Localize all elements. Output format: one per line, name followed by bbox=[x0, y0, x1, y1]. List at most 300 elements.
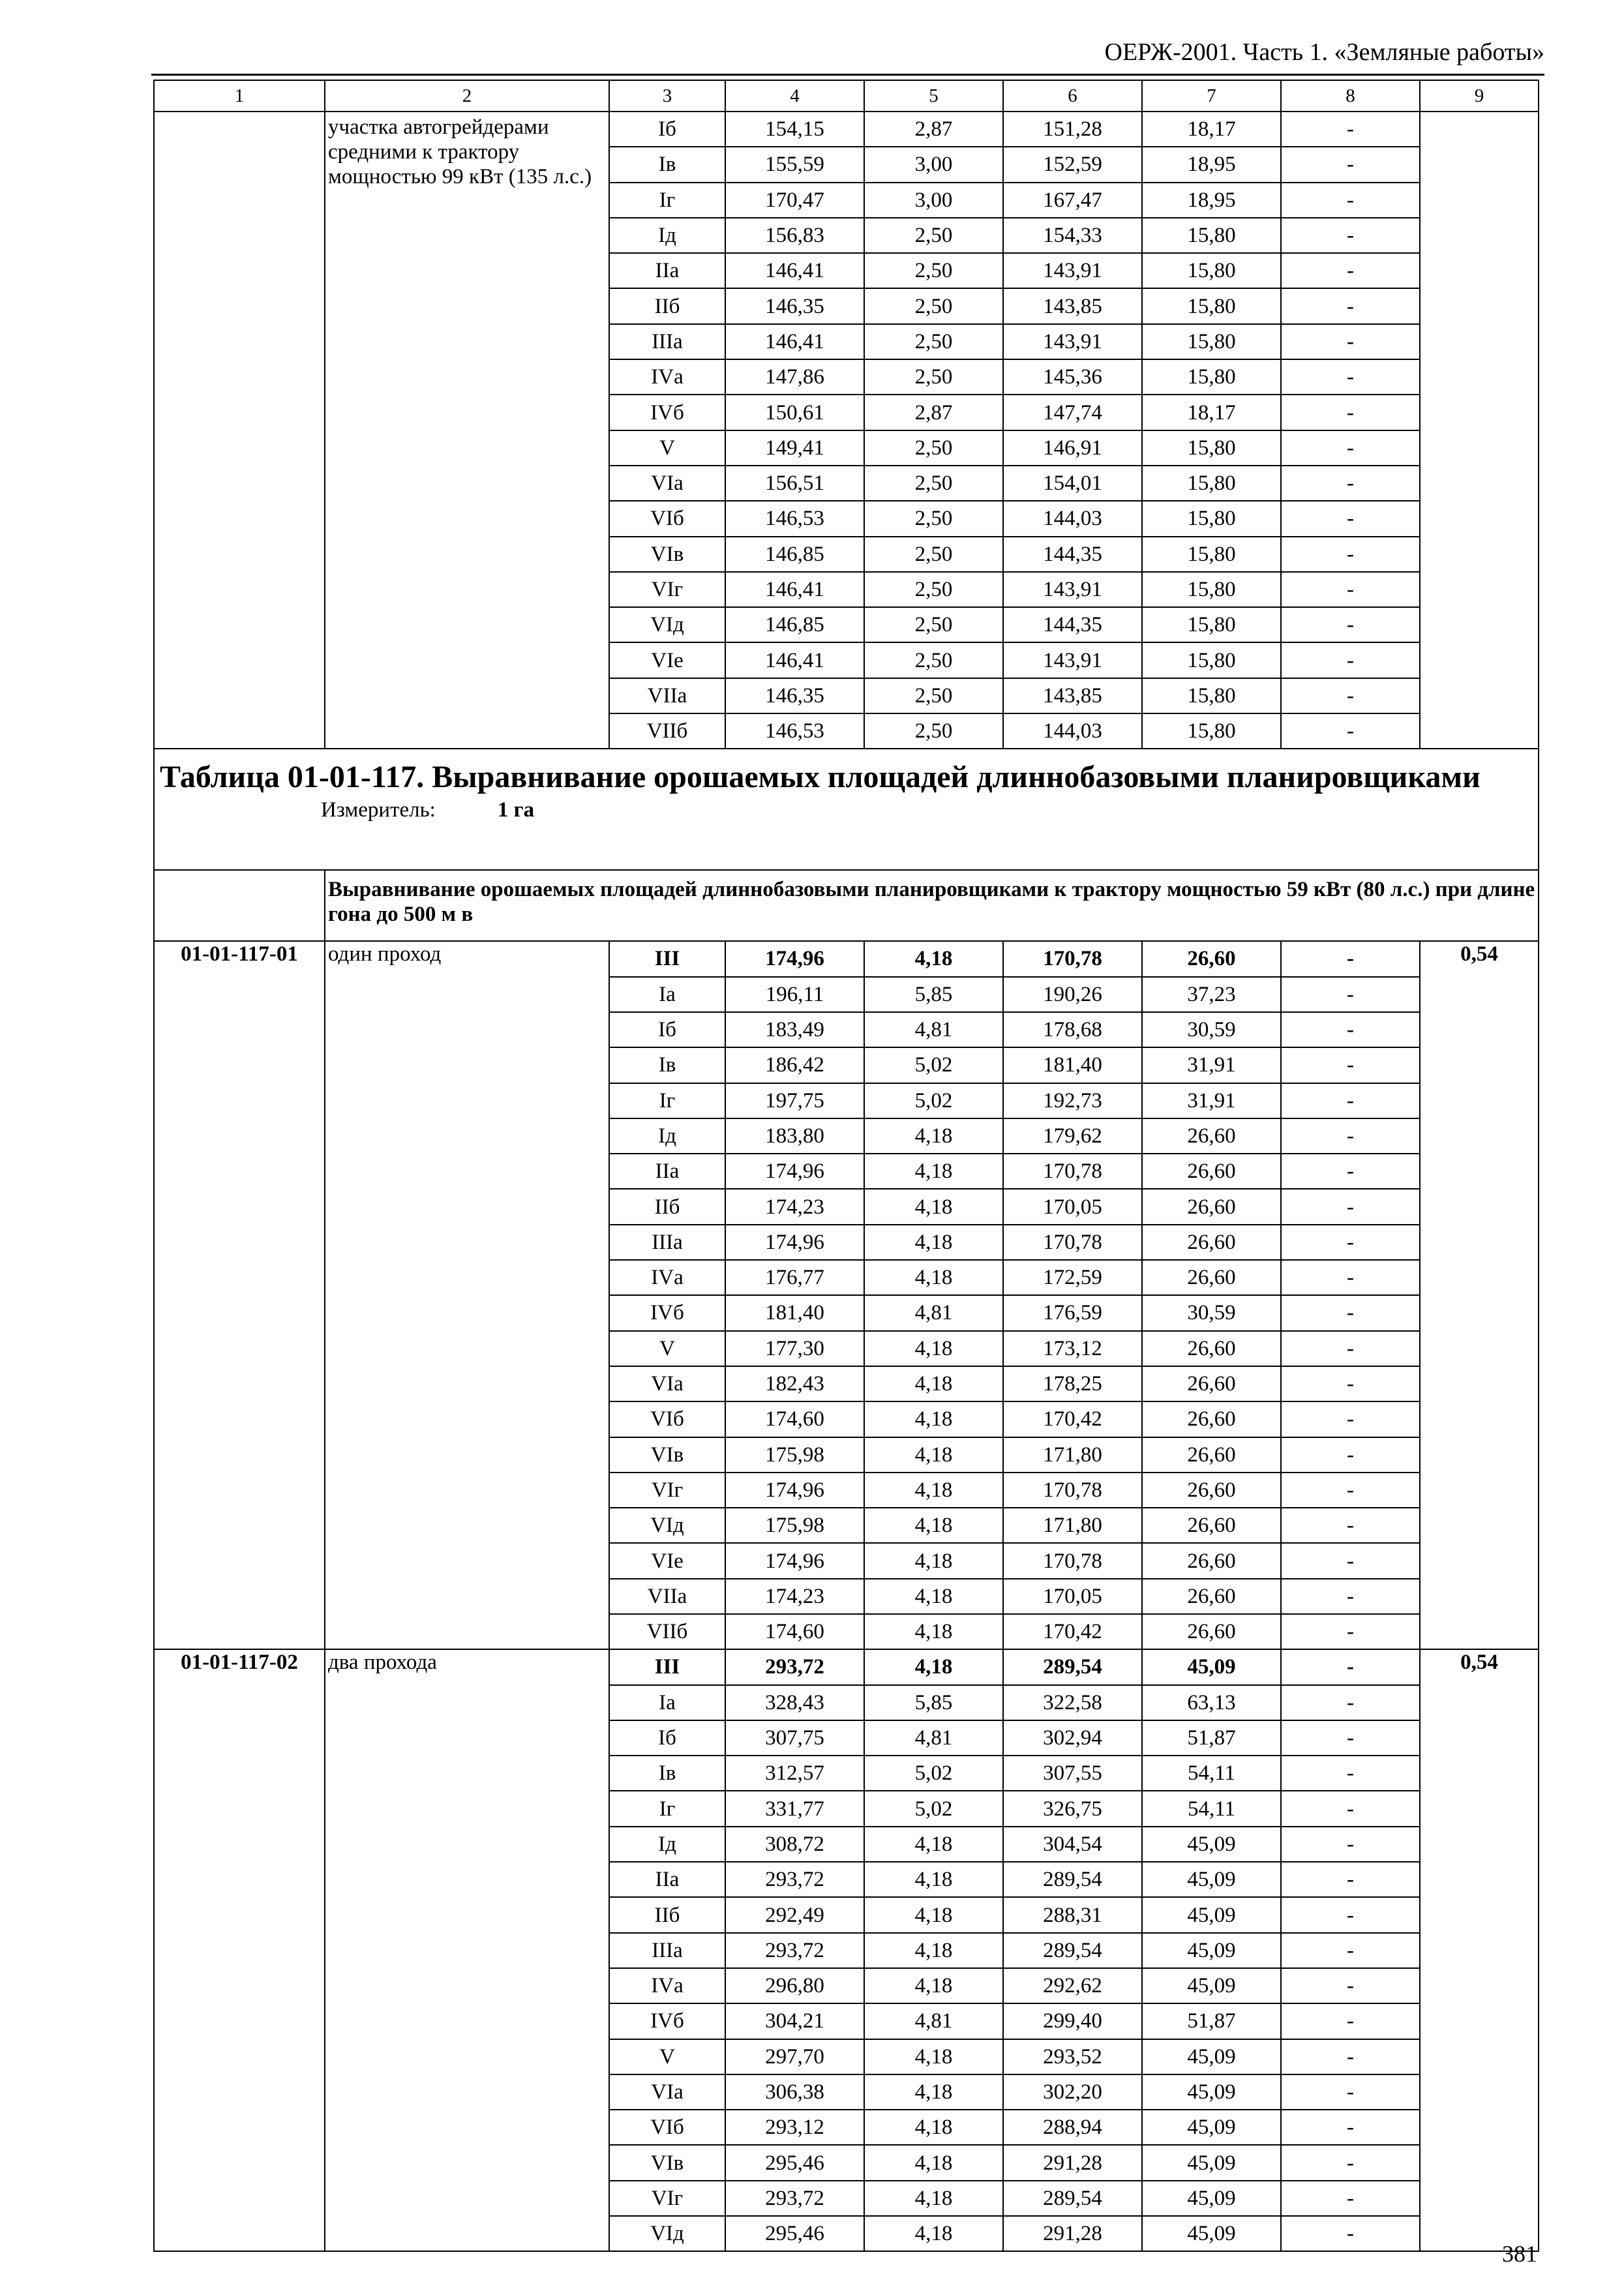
machine-cost-cell: 171,80 bbox=[1003, 1437, 1142, 1473]
machine-cost-cell: 307,55 bbox=[1003, 1756, 1142, 1791]
machinist-wage-incl-cell: 15,80 bbox=[1142, 324, 1281, 359]
machine-cost-cell: 293,52 bbox=[1003, 2039, 1142, 2074]
materials-cell: - bbox=[1281, 1366, 1420, 1401]
total-cost-cell: 174,96 bbox=[725, 941, 864, 976]
materials-cell: - bbox=[1281, 1225, 1420, 1260]
soil-group-cell: VIб bbox=[609, 1401, 725, 1437]
machinist-wage-cell: 2,50 bbox=[864, 713, 1003, 749]
machinist-wage-cell: 4,18 bbox=[864, 2145, 1003, 2180]
machinist-wage-incl-cell: 45,09 bbox=[1142, 1827, 1281, 1862]
machinist-wage-cell: 4,18 bbox=[864, 1260, 1003, 1295]
materials-cell: - bbox=[1281, 1720, 1420, 1756]
column-number: 5 bbox=[864, 80, 1003, 112]
total-cost-cell: 183,49 bbox=[725, 1012, 864, 1047]
soil-group-cell: III bbox=[609, 1649, 725, 1684]
machinist-wage-cell: 2,87 bbox=[864, 395, 1003, 430]
machinist-wage-cell: 4,81 bbox=[864, 1012, 1003, 1047]
total-cost-cell: 146,85 bbox=[725, 537, 864, 572]
machine-cost-cell: 144,35 bbox=[1003, 537, 1142, 572]
machinist-wage-incl-cell: 26,60 bbox=[1142, 1331, 1281, 1366]
soil-group-cell: IIа bbox=[609, 253, 725, 288]
table-body bbox=[154, 80, 1539, 2251]
total-cost-cell: 293,12 bbox=[725, 2110, 864, 2145]
materials-cell: - bbox=[1281, 1437, 1420, 1473]
materials-cell: - bbox=[1281, 2216, 1420, 2251]
machine-cost-cell: 289,54 bbox=[1003, 1862, 1142, 1897]
soil-group-cell: Iг bbox=[609, 1083, 725, 1118]
machinist-wage-incl-cell: 15,80 bbox=[1142, 713, 1281, 749]
total-cost-cell: 174,60 bbox=[725, 1614, 864, 1649]
soil-group-cell: VIа bbox=[609, 1366, 725, 1401]
column-number: 4 bbox=[725, 80, 864, 112]
materials-cell: - bbox=[1281, 112, 1420, 147]
machinist-wage-incl-cell: 26,60 bbox=[1142, 1118, 1281, 1154]
total-cost-cell: 146,35 bbox=[725, 288, 864, 323]
header-divider bbox=[151, 74, 1544, 76]
labor-cell: 0,54 bbox=[1420, 1649, 1539, 2251]
machine-cost-cell: 170,42 bbox=[1003, 1401, 1142, 1437]
materials-cell: - bbox=[1281, 147, 1420, 182]
machinist-wage-cell: 4,18 bbox=[864, 1968, 1003, 2003]
materials-cell: - bbox=[1281, 941, 1420, 976]
total-cost-cell: 293,72 bbox=[725, 1649, 864, 1684]
soil-group-cell: Iг bbox=[609, 183, 725, 218]
machinist-wage-cell: 2,50 bbox=[864, 537, 1003, 572]
machinist-wage-cell: 2,50 bbox=[864, 288, 1003, 323]
machinist-wage-cell: 4,18 bbox=[864, 1225, 1003, 1260]
machinist-wage-incl-cell: 26,60 bbox=[1142, 1473, 1281, 1508]
machinist-wage-cell: 2,50 bbox=[864, 607, 1003, 642]
page-header-title: ОЕРЖ-2001. Часть 1. «Земляные работы» bbox=[1104, 38, 1544, 66]
column-number: 2 bbox=[325, 80, 609, 112]
soil-group-cell: IIб bbox=[609, 288, 725, 323]
materials-cell: - bbox=[1281, 1083, 1420, 1118]
machinist-wage-incl-cell: 26,60 bbox=[1142, 1401, 1281, 1437]
soil-group-cell: Iд bbox=[609, 1118, 725, 1154]
materials-cell: - bbox=[1281, 572, 1420, 607]
soil-group-cell: III bbox=[609, 941, 725, 976]
machine-cost-cell: 170,05 bbox=[1003, 1579, 1142, 1614]
soil-group-cell: VIб bbox=[609, 2110, 725, 2145]
machinist-wage-incl-cell: 18,17 bbox=[1142, 395, 1281, 430]
soil-group-cell: VIд bbox=[609, 2216, 725, 2251]
materials-cell: - bbox=[1281, 1579, 1420, 1614]
labor-cell-empty bbox=[1420, 112, 1539, 749]
total-cost-cell: 170,47 bbox=[725, 183, 864, 218]
machine-cost-cell: 190,26 bbox=[1003, 977, 1142, 1012]
machinist-wage-incl-cell: 45,09 bbox=[1142, 2145, 1281, 2180]
materials-cell: - bbox=[1281, 253, 1420, 288]
machine-cost-cell: 292,62 bbox=[1003, 1968, 1142, 2003]
machinist-wage-cell: 4,18 bbox=[864, 941, 1003, 976]
machinist-wage-incl-cell: 51,87 bbox=[1142, 1720, 1281, 1756]
soil-group-cell: VIе bbox=[609, 1543, 725, 1578]
machinist-wage-incl-cell: 45,09 bbox=[1142, 1933, 1281, 1968]
machinist-wage-cell: 2,50 bbox=[864, 430, 1003, 466]
materials-cell: - bbox=[1281, 1897, 1420, 1932]
soil-group-cell: Iд bbox=[609, 1827, 725, 1862]
machinist-wage-cell: 3,00 bbox=[864, 147, 1003, 182]
machine-cost-cell: 146,91 bbox=[1003, 430, 1142, 466]
materials-cell: - bbox=[1281, 466, 1420, 501]
machinist-wage-incl-cell: 26,60 bbox=[1142, 1260, 1281, 1295]
materials-cell: - bbox=[1281, 1154, 1420, 1189]
machinist-wage-cell: 2,50 bbox=[864, 324, 1003, 359]
machinist-wage-incl-cell: 45,09 bbox=[1142, 2181, 1281, 2216]
machinist-wage-incl-cell: 54,11 bbox=[1142, 1756, 1281, 1791]
machinist-wage-incl-cell: 26,60 bbox=[1142, 1225, 1281, 1260]
materials-cell: - bbox=[1281, 501, 1420, 536]
machine-cost-cell: 154,33 bbox=[1003, 218, 1142, 253]
column-number: 3 bbox=[609, 80, 725, 112]
machinist-wage-incl-cell: 45,09 bbox=[1142, 1968, 1281, 2003]
machine-cost-cell: 167,47 bbox=[1003, 183, 1142, 218]
total-cost-cell: 293,72 bbox=[725, 1862, 864, 1897]
materials-cell: - bbox=[1281, 1118, 1420, 1154]
machinist-wage-incl-cell: 30,59 bbox=[1142, 1295, 1281, 1330]
machinist-wage-cell: 4,18 bbox=[864, 1862, 1003, 1897]
machinist-wage-cell: 4,18 bbox=[864, 1189, 1003, 1224]
materials-cell: - bbox=[1281, 713, 1420, 749]
machine-cost-cell: 291,28 bbox=[1003, 2145, 1142, 2180]
machinist-wage-cell: 4,81 bbox=[864, 2003, 1003, 2039]
materials-cell: - bbox=[1281, 1543, 1420, 1578]
soil-group-cell: Iв bbox=[609, 147, 725, 182]
column-number: 9 bbox=[1420, 80, 1539, 112]
soil-group-cell: Iб bbox=[609, 1720, 725, 1756]
materials-cell: - bbox=[1281, 430, 1420, 466]
machinist-wage-cell: 2,50 bbox=[864, 501, 1003, 536]
materials-cell: - bbox=[1281, 1862, 1420, 1897]
materials-cell: - bbox=[1281, 1295, 1420, 1330]
machine-cost-cell: 170,42 bbox=[1003, 1614, 1142, 1649]
total-cost-cell: 174,23 bbox=[725, 1579, 864, 1614]
measure-value: 1 га bbox=[497, 798, 535, 822]
soil-group-cell: VIд bbox=[609, 1508, 725, 1543]
machinist-wage-incl-cell: 51,87 bbox=[1142, 2003, 1281, 2039]
machine-cost-cell: 173,12 bbox=[1003, 1331, 1142, 1366]
machinist-wage-cell: 2,50 bbox=[864, 218, 1003, 253]
machine-cost-cell: 143,91 bbox=[1003, 253, 1142, 288]
total-cost-cell: 196,11 bbox=[725, 977, 864, 1012]
machinist-wage-incl-cell: 15,80 bbox=[1142, 359, 1281, 395]
materials-cell: - bbox=[1281, 2145, 1420, 2180]
machine-cost-cell: 302,20 bbox=[1003, 2074, 1142, 2110]
total-cost-cell: 175,98 bbox=[725, 1508, 864, 1543]
machinist-wage-incl-cell: 45,09 bbox=[1142, 2216, 1281, 2251]
machinist-wage-incl-cell: 31,91 bbox=[1142, 1083, 1281, 1118]
total-cost-cell: 154,15 bbox=[725, 112, 864, 147]
materials-cell: - bbox=[1281, 1614, 1420, 1649]
machinist-wage-cell: 4,18 bbox=[864, 2074, 1003, 2110]
measure-row bbox=[155, 796, 1538, 822]
table-title-cell bbox=[154, 749, 1539, 870]
machinist-wage-incl-cell: 18,17 bbox=[1142, 112, 1281, 147]
total-cost-cell: 293,72 bbox=[725, 2181, 864, 2216]
column-number: 1 bbox=[154, 80, 325, 112]
total-cost-cell: 176,77 bbox=[725, 1260, 864, 1295]
soil-group-cell: VIг bbox=[609, 2181, 725, 2216]
machinist-wage-incl-cell: 15,80 bbox=[1142, 218, 1281, 253]
machine-cost-cell: 147,74 bbox=[1003, 395, 1142, 430]
machinist-wage-incl-cell: 18,95 bbox=[1142, 183, 1281, 218]
total-cost-cell: 156,51 bbox=[725, 466, 864, 501]
machinist-wage-incl-cell: 45,09 bbox=[1142, 2039, 1281, 2074]
machinist-wage-cell: 2,50 bbox=[864, 572, 1003, 607]
column-number: 8 bbox=[1281, 80, 1420, 112]
machinist-wage-incl-cell: 26,60 bbox=[1142, 1189, 1281, 1224]
total-cost-cell: 146,41 bbox=[725, 253, 864, 288]
materials-cell: - bbox=[1281, 1047, 1420, 1083]
machinist-wage-incl-cell: 15,80 bbox=[1142, 572, 1281, 607]
total-cost-cell: 308,72 bbox=[725, 1827, 864, 1862]
materials-cell: - bbox=[1281, 2003, 1420, 2039]
machine-cost-cell: 143,91 bbox=[1003, 324, 1142, 359]
machinist-wage-cell: 5,85 bbox=[864, 977, 1003, 1012]
materials-cell: - bbox=[1281, 218, 1420, 253]
machine-cost-cell: 192,73 bbox=[1003, 1083, 1142, 1118]
machinist-wage-incl-cell: 15,80 bbox=[1142, 678, 1281, 713]
soil-group-cell: V bbox=[609, 430, 725, 466]
soil-group-cell: VIг bbox=[609, 1473, 725, 1508]
machine-cost-cell: 181,40 bbox=[1003, 1047, 1142, 1083]
soil-group-cell: VIIа bbox=[609, 1579, 725, 1614]
machine-cost-cell: 143,91 bbox=[1003, 572, 1142, 607]
materials-cell: - bbox=[1281, 2181, 1420, 2216]
total-cost-cell: 156,83 bbox=[725, 218, 864, 253]
materials-cell: - bbox=[1281, 1331, 1420, 1366]
machinist-wage-cell: 4,18 bbox=[864, 1473, 1003, 1508]
machinist-wage-cell: 4,18 bbox=[864, 1614, 1003, 1649]
machinist-wage-incl-cell: 45,09 bbox=[1142, 2110, 1281, 2145]
materials-cell: - bbox=[1281, 1473, 1420, 1508]
machinist-wage-cell: 4,18 bbox=[864, 1543, 1003, 1578]
item-name: один проход bbox=[325, 941, 609, 1649]
soil-group-cell: IVб bbox=[609, 2003, 725, 2039]
machinist-wage-cell: 4,18 bbox=[864, 1401, 1003, 1437]
soil-group-cell: IIа bbox=[609, 1154, 725, 1189]
machinist-wage-cell: 4,18 bbox=[864, 1933, 1003, 1968]
soil-group-cell: VIв bbox=[609, 2145, 725, 2180]
column-number-row bbox=[154, 80, 1539, 112]
item-name: два прохода bbox=[325, 1649, 609, 2251]
work-description: участка автогрейдерами средними к трактору мощностью 99 кВт (135 л.с.) bbox=[325, 112, 609, 749]
total-cost-cell: 146,41 bbox=[725, 642, 864, 678]
machinist-wage-incl-cell: 15,80 bbox=[1142, 466, 1281, 501]
machinist-wage-cell: 5,02 bbox=[864, 1791, 1003, 1826]
machinist-wage-cell: 4,18 bbox=[864, 2039, 1003, 2074]
materials-cell: - bbox=[1281, 1189, 1420, 1224]
machine-cost-cell: 170,78 bbox=[1003, 941, 1142, 976]
machinist-wage-cell: 4,81 bbox=[864, 1720, 1003, 1756]
materials-cell: - bbox=[1281, 1933, 1420, 1968]
machinist-wage-cell: 4,18 bbox=[864, 1649, 1003, 1684]
total-cost-cell: 186,42 bbox=[725, 1047, 864, 1083]
machinist-wage-cell: 5,02 bbox=[864, 1756, 1003, 1791]
materials-cell: - bbox=[1281, 1508, 1420, 1543]
machinist-wage-cell: 2,50 bbox=[864, 359, 1003, 395]
soil-group-cell: VIIа bbox=[609, 678, 725, 713]
soil-group-cell: VIб bbox=[609, 501, 725, 536]
soil-group-cell: Iа bbox=[609, 977, 725, 1012]
soil-group-cell: VIв bbox=[609, 537, 725, 572]
soil-group-cell: IIIа bbox=[609, 1933, 725, 1968]
soil-group-cell: IIб bbox=[609, 1189, 725, 1224]
materials-cell: - bbox=[1281, 1401, 1420, 1437]
machine-cost-cell: 304,54 bbox=[1003, 1827, 1142, 1862]
total-cost-cell: 183,80 bbox=[725, 1118, 864, 1154]
materials-cell: - bbox=[1281, 642, 1420, 678]
total-cost-cell: 296,80 bbox=[725, 1968, 864, 2003]
soil-group-cell: V bbox=[609, 2039, 725, 2074]
machinist-wage-cell: 2,87 bbox=[864, 112, 1003, 147]
machinist-wage-incl-cell: 15,80 bbox=[1142, 501, 1281, 536]
total-cost-cell: 331,77 bbox=[725, 1791, 864, 1826]
machinist-wage-cell: 5,02 bbox=[864, 1047, 1003, 1083]
total-cost-cell: 149,41 bbox=[725, 430, 864, 466]
machine-cost-cell: 152,59 bbox=[1003, 147, 1142, 182]
soil-group-cell: VIе bbox=[609, 642, 725, 678]
total-cost-cell: 312,57 bbox=[725, 1756, 864, 1791]
soil-group-cell: IIIа bbox=[609, 1225, 725, 1260]
machinist-wage-incl-cell: 37,23 bbox=[1142, 977, 1281, 1012]
machinist-wage-cell: 4,18 bbox=[864, 1437, 1003, 1473]
soil-group-cell: IVа bbox=[609, 359, 725, 395]
total-cost-cell: 146,53 bbox=[725, 713, 864, 749]
total-cost-cell: 146,35 bbox=[725, 678, 864, 713]
soil-group-cell: VIа bbox=[609, 2074, 725, 2110]
soil-group-cell: VIв bbox=[609, 1437, 725, 1473]
soil-group-cell: Iг bbox=[609, 1791, 725, 1826]
machine-cost-cell: 288,94 bbox=[1003, 2110, 1142, 2145]
total-cost-cell: 174,60 bbox=[725, 1401, 864, 1437]
total-cost-cell: 146,85 bbox=[725, 607, 864, 642]
soil-group-cell: Iб bbox=[609, 1012, 725, 1047]
soil-group-cell: IVа bbox=[609, 1968, 725, 2003]
machinist-wage-cell: 3,00 bbox=[864, 183, 1003, 218]
total-cost-cell: 174,96 bbox=[725, 1154, 864, 1189]
materials-cell: - bbox=[1281, 2074, 1420, 2110]
machine-cost-cell: 291,28 bbox=[1003, 2216, 1142, 2251]
machinist-wage-cell: 4,18 bbox=[864, 1827, 1003, 1862]
materials-cell: - bbox=[1281, 1756, 1420, 1791]
machine-cost-cell: 178,68 bbox=[1003, 1012, 1142, 1047]
soil-group-cell: IVб bbox=[609, 1295, 725, 1330]
code-cell-empty bbox=[154, 112, 325, 749]
machine-cost-cell: 179,62 bbox=[1003, 1118, 1142, 1154]
soil-group-cell: Iв bbox=[609, 1047, 725, 1083]
machine-cost-cell: 288,31 bbox=[1003, 1897, 1142, 1932]
machinist-wage-incl-cell: 30,59 bbox=[1142, 1012, 1281, 1047]
machinist-wage-incl-cell: 26,60 bbox=[1142, 1154, 1281, 1189]
machinist-wage-incl-cell: 26,60 bbox=[1142, 941, 1281, 976]
total-cost-cell: 182,43 bbox=[725, 1366, 864, 1401]
machinist-wage-cell: 4,18 bbox=[864, 1118, 1003, 1154]
materials-cell: - bbox=[1281, 1968, 1420, 2003]
table-row bbox=[154, 1649, 1539, 1684]
machine-cost-cell: 322,58 bbox=[1003, 1685, 1142, 1720]
code-cell-empty bbox=[154, 870, 325, 941]
soil-group-cell: V bbox=[609, 1331, 725, 1366]
machine-cost-cell: 170,78 bbox=[1003, 1154, 1142, 1189]
materials-cell: - bbox=[1281, 1685, 1420, 1720]
total-cost-cell: 155,59 bbox=[725, 147, 864, 182]
machine-cost-cell: 178,25 bbox=[1003, 1366, 1142, 1401]
soil-group-cell: VIа bbox=[609, 466, 725, 501]
total-cost-cell: 146,53 bbox=[725, 501, 864, 536]
machinist-wage-cell: 2,50 bbox=[864, 642, 1003, 678]
machinist-wage-cell: 5,85 bbox=[864, 1685, 1003, 1720]
total-cost-cell: 304,21 bbox=[725, 2003, 864, 2039]
soil-group-cell: VIIб bbox=[609, 1614, 725, 1649]
materials-cell: - bbox=[1281, 1649, 1420, 1684]
soil-group-cell: IIIа bbox=[609, 324, 725, 359]
machinist-wage-cell: 2,50 bbox=[864, 466, 1003, 501]
soil-group-cell: IIа bbox=[609, 1862, 725, 1897]
machinist-wage-cell: 2,50 bbox=[864, 678, 1003, 713]
machine-cost-cell: 172,59 bbox=[1003, 1260, 1142, 1295]
soil-group-cell: IIб bbox=[609, 1897, 725, 1932]
soil-group-cell: Iа bbox=[609, 1685, 725, 1720]
machinist-wage-incl-cell: 45,09 bbox=[1142, 1649, 1281, 1684]
materials-cell: - bbox=[1281, 678, 1420, 713]
machine-cost-cell: 289,54 bbox=[1003, 2181, 1142, 2216]
soil-group-cell: VIIб bbox=[609, 713, 725, 749]
table-row bbox=[154, 941, 1539, 976]
total-cost-cell: 295,46 bbox=[725, 2216, 864, 2251]
machinist-wage-cell: 4,18 bbox=[864, 1508, 1003, 1543]
soil-group-cell: Iд bbox=[609, 218, 725, 253]
materials-cell: - bbox=[1281, 324, 1420, 359]
materials-cell: - bbox=[1281, 395, 1420, 430]
materials-cell: - bbox=[1281, 1791, 1420, 1826]
materials-cell: - bbox=[1281, 977, 1420, 1012]
total-cost-cell: 177,30 bbox=[725, 1331, 864, 1366]
machine-cost-cell: 144,35 bbox=[1003, 607, 1142, 642]
materials-cell: - bbox=[1281, 288, 1420, 323]
machinist-wage-incl-cell: 26,60 bbox=[1142, 1579, 1281, 1614]
machinist-wage-cell: 4,18 bbox=[864, 1897, 1003, 1932]
materials-cell: - bbox=[1281, 183, 1420, 218]
machinist-wage-incl-cell: 63,13 bbox=[1142, 1685, 1281, 1720]
materials-cell: - bbox=[1281, 1012, 1420, 1047]
machinist-wage-incl-cell: 26,60 bbox=[1142, 1437, 1281, 1473]
materials-cell: - bbox=[1281, 1827, 1420, 1862]
materials-cell: - bbox=[1281, 2039, 1420, 2074]
machinist-wage-incl-cell: 15,80 bbox=[1142, 642, 1281, 678]
machine-cost-cell: 143,91 bbox=[1003, 642, 1142, 678]
machine-cost-cell: 143,85 bbox=[1003, 288, 1142, 323]
machine-cost-cell: 144,03 bbox=[1003, 713, 1142, 749]
machinist-wage-cell: 4,18 bbox=[864, 1579, 1003, 1614]
total-cost-cell: 174,23 bbox=[725, 1189, 864, 1224]
machinist-wage-incl-cell: 18,95 bbox=[1142, 147, 1281, 182]
labor-cell: 0,54 bbox=[1420, 941, 1539, 1649]
materials-cell: - bbox=[1281, 607, 1420, 642]
total-cost-cell: 307,75 bbox=[725, 1720, 864, 1756]
machinist-wage-cell: 4,18 bbox=[864, 2110, 1003, 2145]
machinist-wage-cell: 2,50 bbox=[864, 253, 1003, 288]
total-cost-cell: 174,96 bbox=[725, 1473, 864, 1508]
machinist-wage-incl-cell: 26,60 bbox=[1142, 1543, 1281, 1578]
machinist-wage-incl-cell: 26,60 bbox=[1142, 1508, 1281, 1543]
total-cost-cell: 146,41 bbox=[725, 324, 864, 359]
item-code: 01-01-117-02 bbox=[154, 1649, 325, 2251]
machine-cost-cell: 145,36 bbox=[1003, 359, 1142, 395]
machinist-wage-incl-cell: 15,80 bbox=[1142, 607, 1281, 642]
machine-cost-cell: 171,80 bbox=[1003, 1508, 1142, 1543]
measure-label: Измеритель: bbox=[321, 798, 436, 822]
